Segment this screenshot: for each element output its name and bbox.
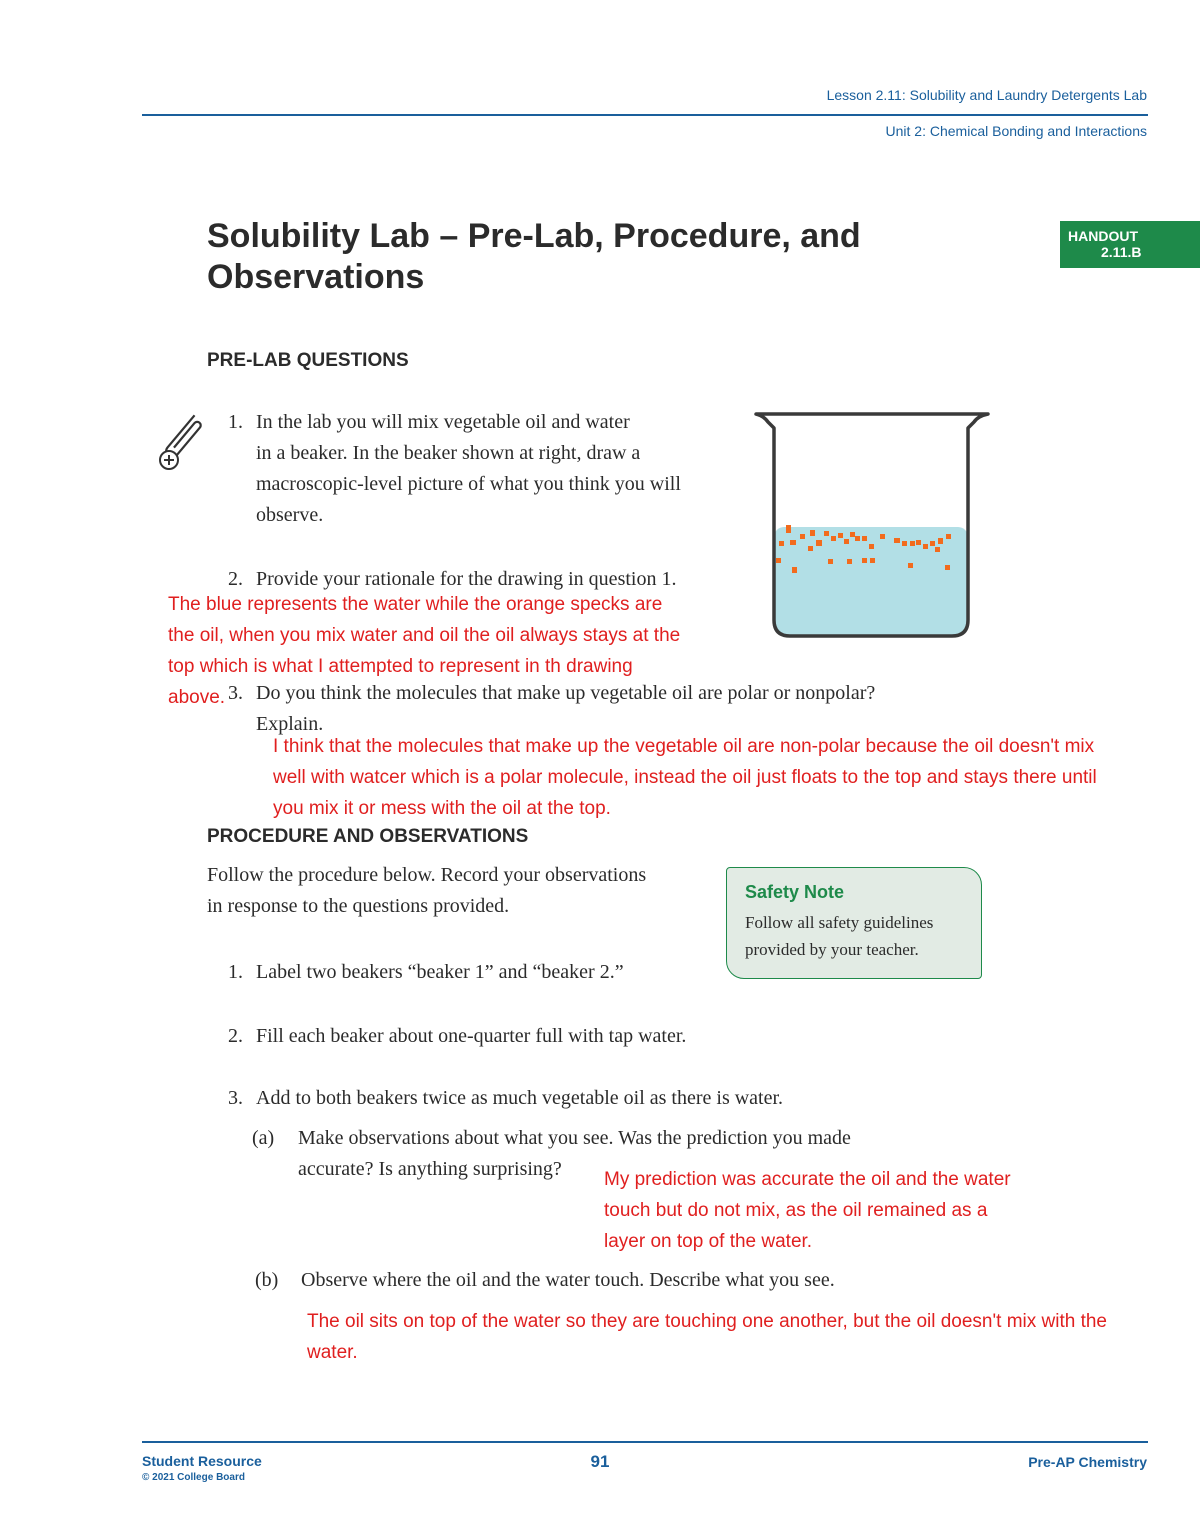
step-text: Label two beakers “beaker 1” and “beaker 2.” (256, 961, 624, 983)
step-1 (228, 957, 928, 988)
page-number: 91 (590, 1452, 610, 1471)
sub-question-b (255, 1265, 955, 1296)
unit-title: Unit 2: Chemical Bonding and Interactions (885, 123, 1147, 139)
sub-question-a-line: Make observations about what you see. Was the prediction you made (298, 1127, 851, 1149)
answer-b (307, 1306, 1187, 1368)
answer-a-line: layer on top of the water. (604, 1231, 813, 1252)
sub-label: (b) (255, 1269, 279, 1291)
footer-rule (142, 1441, 1148, 1443)
question-number: 3. (228, 682, 243, 704)
question-3-line: Explain. (256, 713, 324, 735)
safety-line: provided by your teacher. (745, 940, 919, 959)
lesson-title: Lesson 2.11: Solubility and Laundry Detergents Lab (826, 87, 1147, 103)
answer-b-line: water. (307, 1342, 358, 1363)
step-number: 3. (228, 1087, 243, 1109)
answer-3-line: well with watcer which is a polar molecule, instead the oil just floats to the top and stays there until (273, 767, 1097, 788)
procedure-intro (207, 860, 707, 922)
header-rule (142, 114, 1148, 116)
title-line-1: Solubility Lab – Pre-Lab, Procedure, and (207, 217, 861, 255)
sub-label: (a) (252, 1127, 275, 1149)
copyright: © 2021 College Board (142, 1472, 245, 1483)
question-2-text: Provide your rationale for the drawing in question 1. (256, 568, 677, 590)
sub-question-b-text: Observe where the oil and the water touch. Describe what you see. (301, 1269, 835, 1291)
footer-right: Pre-AP Chemistry (1028, 1454, 1147, 1470)
title-line-2: Observations (207, 258, 425, 296)
answer-a-line: My prediction was accurate the oil and the water (604, 1169, 1011, 1190)
answer-a (604, 1164, 1084, 1257)
answer-2-line: The blue represents the water while the orange specks are (168, 594, 663, 615)
question-3-line: Do you think the molecules that make up vegetable oil are polar or nonpolar? (256, 682, 876, 704)
answer-3-line: you mix it or mess with the oil at the top. (273, 798, 611, 819)
question-1-line: macroscopic-level picture of what you think you will (256, 473, 681, 495)
step-number: 1. (228, 961, 243, 983)
answer-a-line: touch but do not mix, as the oil remained as a (604, 1200, 988, 1221)
question-1-line: observe. (256, 504, 324, 526)
badge-line-1: HANDOUT (1068, 228, 1138, 244)
question-1 (228, 407, 728, 531)
answer-2-line: above. (168, 687, 226, 708)
step-2 (228, 1021, 928, 1052)
beaker-drawing (752, 410, 992, 642)
footer-left: Student Resource (142, 1453, 262, 1469)
prelab-heading: PRE-LAB QUESTIONS (207, 350, 409, 371)
answer-2-line: top which is what I attempted to represent in th drawing (168, 656, 633, 677)
step-text: Add to both beakers twice as much vegetable oil as there is water. (256, 1087, 784, 1109)
step-3 (228, 1083, 928, 1114)
question-1-line: in a beaker. In the beaker shown at right, draw a (256, 442, 641, 464)
badge-line-2: 2.11.B (1101, 244, 1142, 260)
question-number: 2. (228, 568, 243, 590)
answer-b-line: The oil sits on top of the water so they are touching one another, but the oil doesn't mix with the (307, 1311, 1107, 1332)
answer-3-line: I think that the molecules that make up the vegetable oil are non-polar because the oil doesn't mix (273, 736, 1095, 757)
answer-3 (273, 731, 1193, 824)
handout-badge (1060, 221, 1200, 268)
intro-line: in response to the questions provided. (207, 895, 510, 917)
safety-title: Safety Note (745, 882, 845, 902)
step-number: 2. (228, 1025, 243, 1047)
question-1-line: In the lab you will mix vegetable oil and water (256, 411, 630, 433)
step-text: Fill each beaker about one-quarter full with tap water. (256, 1025, 687, 1047)
page-title (207, 216, 927, 298)
intro-line: Follow the procedure below. Record your observations (207, 864, 647, 886)
paperclip-plus-icon (155, 406, 215, 472)
question-number: 1. (228, 411, 243, 433)
sub-question-a-line: accurate? Is anything surprising? (298, 1158, 562, 1180)
safety-line: Follow all safety guidelines (745, 913, 934, 932)
procedure-heading: PROCEDURE AND OBSERVATIONS (207, 826, 529, 847)
answer-2-line: the oil, when you mix water and oil the oil always stays at the (168, 625, 681, 646)
